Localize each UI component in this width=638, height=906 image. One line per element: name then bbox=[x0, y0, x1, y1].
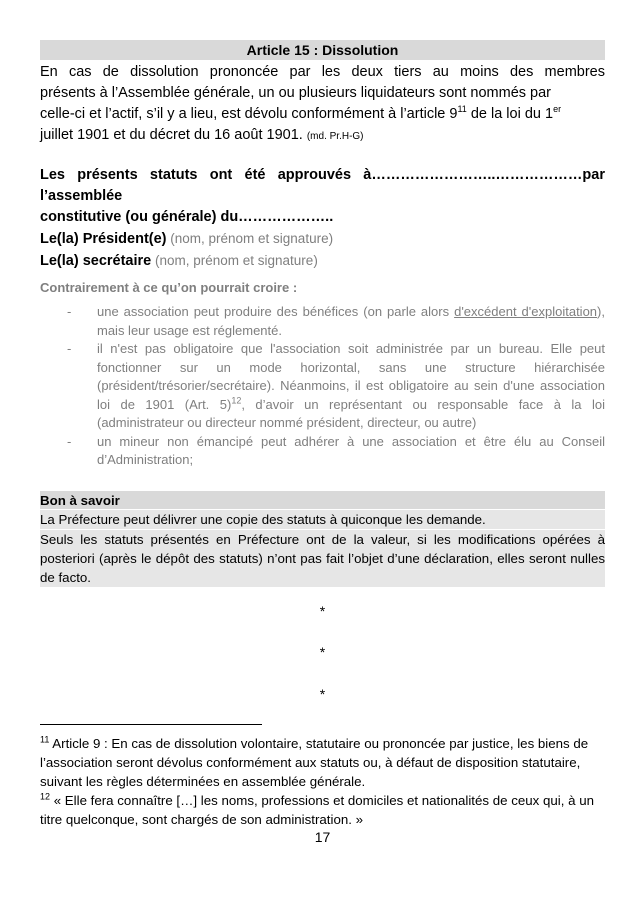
footnote-ref-12: 12 bbox=[231, 395, 242, 406]
footnote-ref-11: 11 bbox=[457, 104, 467, 115]
article-title: Article 15 : Dissolution bbox=[40, 40, 605, 60]
excedent-link[interactable]: d'excédent d'exploitation bbox=[454, 304, 598, 319]
article-line: celle-ci et l’actif, s’il y a lieu, est dévolu conformément à l’article $9^{11}$ de la loi du 1er bbox=[40, 104, 562, 122]
footnote-11: $^{11}$ Article 9 : En cas de dissolution volontaire, statutaire ou prononcée par justice, les biens de l’association seront dévolus conformément aux statuts ou, à défaut de disposition statutaire, suivant les règles déterminées en assemblée générale. bbox=[40, 734, 589, 789]
good-to-know-line: Seuls les statuts présentés en Préfecture ont de la valeur, si les modifications opérées à posteriori (après le dépôt des statuts) n’ont pas fait l’objet d’une déclaration, elles seront nulles de facto. bbox=[40, 532, 605, 585]
approval-line: Les présents statuts ont été approuvés à……………………..………………par l’assemblée bbox=[40, 167, 605, 204]
article-source-note: (md. Pr.H-G) bbox=[306, 131, 364, 142]
good-to-know-line: La Préfecture peut délivrer une copie des statuts à quiconque les demande. bbox=[40, 510, 605, 529]
list-item: - un mineur non émancipé peut adhérer à une association et être élu au Conseil d’Administration; bbox=[67, 433, 605, 467]
list-dash: - bbox=[67, 341, 72, 356]
list-item: - une association peut produire des bénéfices (on parle alors d'excédent d'exploitation), mais leur usage est réglementé. bbox=[67, 304, 605, 338]
secretary-signature-line: Le(la) secrétaire (nom, prénom et signature) bbox=[40, 253, 318, 269]
page-number: 17 bbox=[314, 829, 331, 845]
article-line: présents à l’Assemblée générale, un ou plusieurs liquidateurs sont nommés par bbox=[40, 85, 552, 101]
list-dash: - bbox=[67, 433, 72, 449]
good-to-know-body bbox=[40, 510, 605, 587]
ordinal-sup: er bbox=[553, 104, 562, 115]
president-signature-line: Le(la) Président(e) (nom, prénom et signature) bbox=[40, 231, 334, 247]
separator-star: * bbox=[319, 603, 326, 619]
footnotes bbox=[40, 734, 605, 829]
good-to-know-title: Bon à savoir bbox=[40, 491, 605, 509]
article-line: juillet 1901 et du décret du 16 août 1901. (md. Pr.H-G) bbox=[40, 127, 364, 143]
article-body bbox=[40, 62, 605, 147]
separator-star: * bbox=[319, 686, 326, 702]
contrary-list bbox=[40, 303, 605, 470]
article-line: En cas de dissolution prononcée par les deux tiers au moins des membres bbox=[40, 64, 605, 80]
list-dash: - bbox=[67, 304, 72, 319]
separator-star: * bbox=[319, 644, 326, 660]
footnote-12: $^{12}$ « Elle fera connaître […] les noms, professions et domiciles et nationalités de ceux qui, à un titre quelconque, sont chargés de son administration. » bbox=[40, 791, 594, 827]
approval-line: constitutive (ou générale) du……………….. bbox=[40, 209, 334, 225]
footnote-divider bbox=[40, 724, 262, 725]
list-item: - il n'est pas obligatoire que l'association soit administrée par un bureau. Elle peut fonctionner sur un mode horizontal, sans une structure hiérarchisée (président/trésorier/secrétaire). Néanmoins, il est obligatoire au sein d'une association loi de 1901 (Art. 5)$^{12}$, d’avoir un représentant ou responsable face à la loi (administrateur ou directeur nommé président, directeur, ou autre) bbox=[67, 341, 605, 430]
approval-block bbox=[40, 165, 605, 272]
contrary-heading: Contrairement à ce qu’on pourrait croire : bbox=[40, 280, 298, 295]
